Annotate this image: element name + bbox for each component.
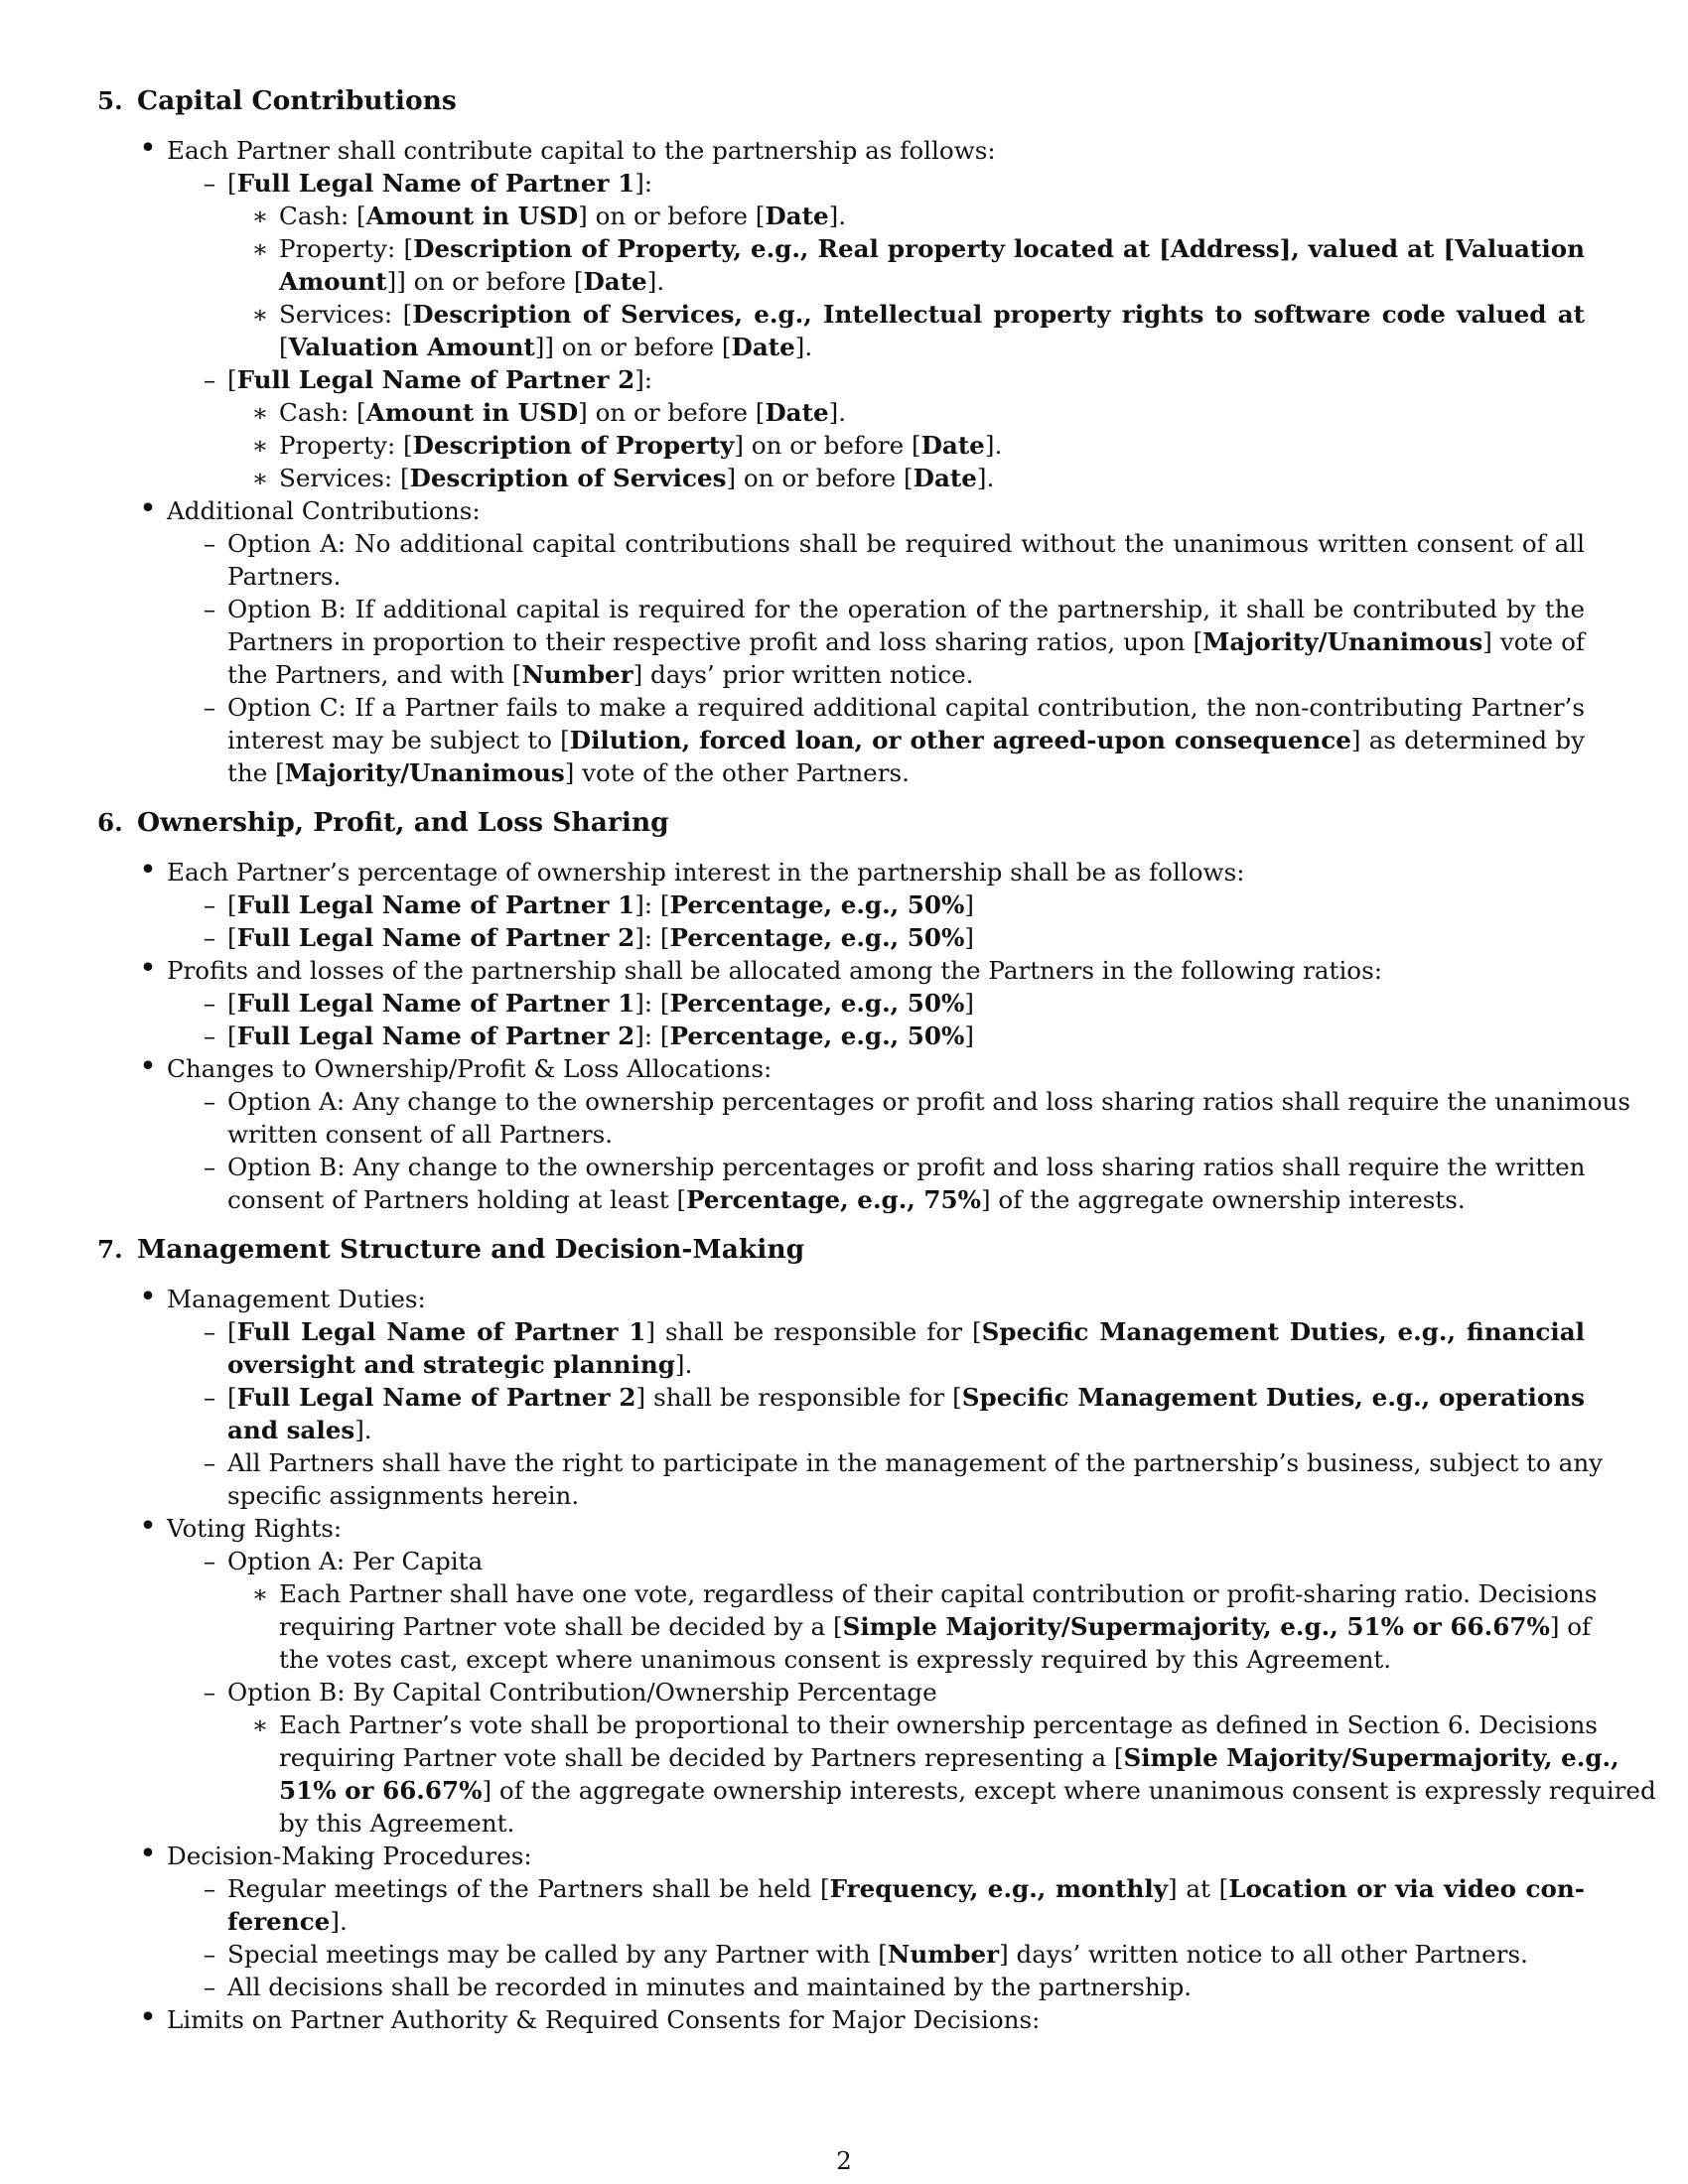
sub-item-continuation: the [Majority/Unanimous] vote of the other Partners.: [227, 758, 910, 787]
sub-item: Regular meetings of the Partners shall be held [Frequency, e.g., monthly] at [Location or via video con-: [227, 1874, 1585, 1903]
sub-sub-item: Cash: [Amount in USD] on or before [Date].: [279, 202, 847, 230]
bullet-marker: •: [139, 491, 157, 526]
sub-sub-item-continuation: requiring Partner vote shall be decided by Partners representing a [Simple Majority/Supermajority, e.g.,: [279, 1743, 1619, 1772]
sub-item: Option C: If a Partner fails to make a required additional capital contribution, the non-contributing Partner’s: [227, 693, 1585, 722]
dash-marker: –: [203, 923, 216, 952]
sub-item-continuation: ference].: [227, 1907, 348, 1936]
dash-marker: –: [203, 1022, 216, 1050]
sub-item: [Full Legal Name of Partner 1]:: [227, 169, 653, 198]
bullet-marker: •: [139, 1509, 157, 1544]
sub-sub-item-continuation: requiring Partner vote shall be decided by a [Simple Majority/Supermajority, e.g., 51% or 66.67%] of: [279, 1612, 1592, 1641]
section-number: 5.: [97, 86, 123, 115]
section-heading: Capital Contributions: [137, 85, 457, 116]
sub-item-continuation: Partners.: [227, 562, 342, 591]
bullet-item: Decision-Making Procedures:: [167, 1842, 532, 1870]
sub-item: [Full Legal Name of Partner 1]: [Percentage, e.g., 50%]: [227, 890, 974, 919]
asterisk-marker: ∗: [251, 431, 269, 460]
sub-item: [Full Legal Name of Partner 1]: [Percentage, e.g., 50%]: [227, 989, 974, 1018]
sub-item: Option B: Any change to the ownership percentages or profit and loss sharing ratios shall require the written: [227, 1153, 1586, 1181]
section-heading: Management Structure and Decision-Making: [137, 1234, 805, 1265]
bullet-marker: •: [139, 2000, 157, 2035]
sub-item: Option A: No additional capital contributions shall be required without the unanimous written consent of all: [227, 529, 1585, 558]
dash-marker: –: [203, 1448, 216, 1477]
dash-marker: –: [203, 693, 216, 722]
sub-item: Option B: By Capital Contribution/Ownership Percentage: [227, 1678, 937, 1706]
asterisk-marker: ∗: [251, 398, 269, 427]
sub-sub-item-continuation: by this Agreement.: [279, 1809, 515, 1838]
sub-item: [Full Legal Name of Partner 1] shall be responsible for [Specific Management Duties, e.g., financial: [227, 1317, 1585, 1346]
dash-marker: –: [203, 1940, 216, 1969]
sub-item-continuation: written consent of all Partners.: [227, 1120, 614, 1149]
sub-sub-item: Property: [Description of Property, e.g., Real property located at [Address], valued at [Valuation: [279, 234, 1585, 263]
sub-sub-item: Cash: [Amount in USD] on or before [Date].: [279, 398, 847, 427]
sub-sub-item: Each Partner shall have one vote, regardless of their capital contribution or profit-sharing ratio. Decisions: [279, 1579, 1598, 1608]
dash-marker: –: [203, 1087, 216, 1116]
bullet-item: Changes to Ownership/Profit & Loss Allocations:: [167, 1054, 773, 1083]
sub-item-continuation: Partners in proportion to their respective profit and loss sharing ratios, upon [Majority/Unanimous] vote of: [227, 627, 1585, 656]
sub-item: Option A: Per Capita: [227, 1547, 484, 1575]
asterisk-marker: ∗: [251, 464, 269, 492]
bullet-item: Profits and losses of the partnership shall be allocated among the Partners in the following ratios:: [167, 956, 1383, 985]
dash-marker: –: [203, 890, 216, 919]
sub-item: [Full Legal Name of Partner 2]: [Percentage, e.g., 50%]: [227, 1022, 974, 1050]
sub-sub-item: Services: [Description of Services] on or before [Date].: [279, 464, 995, 492]
dash-marker: –: [203, 1383, 216, 1412]
bullet-marker: •: [139, 1280, 157, 1314]
sub-item: [Full Legal Name of Partner 2] shall be responsible for [Specific Management Duties, e.g., operations: [227, 1383, 1585, 1412]
sub-item: [Full Legal Name of Partner 2]: [Percentage, e.g., 50%]: [227, 923, 974, 952]
sub-sub-item: Services: [Description of Services, e.g., Intellectual property rights to software code valued at: [279, 300, 1585, 329]
sub-item-continuation: specific assignments herein.: [227, 1481, 580, 1510]
dash-marker: –: [203, 365, 216, 394]
section-number: 6.: [97, 808, 123, 837]
sub-sub-item-continuation: 51% or 66.67%] of the aggregate ownership interests, except where unanimous consent is expressly required: [279, 1776, 1656, 1805]
bullet-item: Limits on Partner Authority & Required Consents for Major Decisions:: [167, 2005, 1041, 2034]
asterisk-marker: ∗: [251, 1710, 269, 1739]
bullet-item: Additional Contributions:: [167, 496, 481, 525]
sub-sub-item-continuation: Amount]] on or before [Date].: [279, 267, 665, 296]
bullet-item: Each Partner’s percentage of ownership interest in the partnership shall be as follows:: [167, 858, 1245, 887]
section-number: 7.: [97, 1235, 123, 1264]
page-number: 2: [836, 2146, 852, 2175]
sub-item: Option A: Any change to the ownership percentages or profit and loss sharing ratios shall require the unanimous: [227, 1087, 1630, 1116]
asterisk-marker: ∗: [251, 300, 269, 329]
sub-item-continuation: and sales].: [227, 1416, 372, 1444]
sub-item: Special meetings may be called by any Partner with [Number] days’ written notice to all other Partners.: [227, 1940, 1528, 1969]
dash-marker: –: [203, 1973, 216, 2001]
sub-item: [Full Legal Name of Partner 2]:: [227, 365, 653, 394]
dash-marker: –: [203, 1874, 216, 1903]
sub-item: All decisions shall be recorded in minutes and maintained by the partnership.: [227, 1973, 1193, 2001]
sub-sub-item: Each Partner’s vote shall be proportional to their ownership percentage as defined in Section 6. Decisions: [279, 1710, 1598, 1739]
sub-sub-item-continuation: the votes cast, except where unanimous consent is expressly required by this Agreement.: [279, 1645, 1392, 1674]
sub-item-continuation: the Partners, and with [Number] days’ prior written notice.: [227, 660, 974, 689]
sub-item-continuation: consent of Partners holding at least [Percentage, e.g., 75%] of the aggregate ownership interests.: [227, 1185, 1466, 1214]
asterisk-marker: ∗: [251, 234, 269, 263]
bullet-item: Management Duties:: [167, 1285, 426, 1313]
dash-marker: –: [203, 989, 216, 1018]
bullet-item: Each Partner shall contribute capital to the partnership as follows:: [167, 136, 996, 165]
dash-marker: –: [203, 1317, 216, 1346]
dash-marker: –: [203, 1678, 216, 1706]
asterisk-marker: ∗: [251, 1579, 269, 1608]
dash-marker: –: [203, 1153, 216, 1181]
bullet-marker: •: [139, 853, 157, 887]
asterisk-marker: ∗: [251, 202, 269, 230]
sub-item: All Partners shall have the right to participate in the management of the partnership’s business, subject to any: [227, 1448, 1604, 1477]
dash-marker: –: [203, 595, 216, 623]
sub-item-continuation: interest may be subject to [Dilution, forced loan, or other agreed-upon consequence] as determined by: [227, 726, 1585, 754]
sub-item: Option B: If additional capital is required for the operation of the partnership, it shall be contributed by the: [227, 595, 1585, 623]
section-heading: Ownership, Profit, and Loss Sharing: [137, 807, 669, 838]
bullet-marker: •: [139, 131, 157, 166]
dash-marker: –: [203, 169, 216, 198]
sub-sub-item: Property: [Description of Property] on or before [Date].: [279, 431, 1003, 460]
dash-marker: –: [203, 1547, 216, 1575]
sub-item-continuation: oversight and strategic planning].: [227, 1350, 693, 1379]
sub-sub-item-continuation: [Valuation Amount]] on or before [Date].: [279, 333, 813, 361]
bullet-marker: •: [139, 951, 157, 986]
bullet-item: Voting Rights:: [167, 1514, 343, 1543]
dash-marker: –: [203, 529, 216, 558]
bullet-marker: •: [139, 1837, 157, 1871]
bullet-marker: •: [139, 1049, 157, 1084]
